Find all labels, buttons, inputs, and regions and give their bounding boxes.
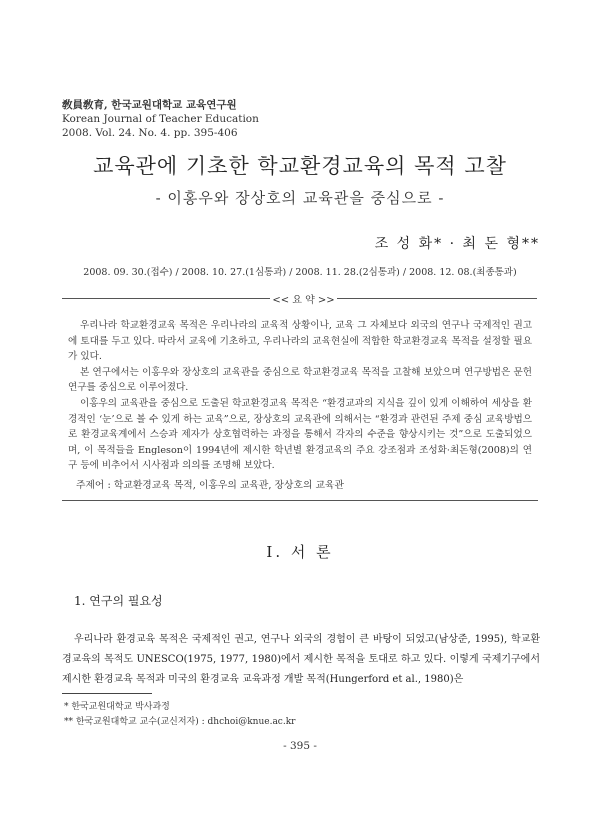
- footnote-author-2: ** 한국교원대학교 교수(교신저자) : dhchoi@knue.ac.kr: [64, 717, 296, 727]
- journal-name-korean: 敎員敎育, 한국교원대학교 교육연구원: [62, 99, 237, 111]
- journal-name-english: Korean Journal of Teacher Education: [62, 113, 259, 125]
- body-paragraph: 우리나라 환경교육 목적은 국제적인 권고, 연구나 외국의 경험이 큰 바탕이 되었고(남상준, 1995), 학교환경교육의 목적도 UNESCO(1975, 1977, 1980)에서 제시한 목적을 토대로 하고 있다. 이렇게 국제기구에서 제시한 환경교육 목적과 미국의 환경교육 교육과정 개발 목적(Hungerford et al., 1980)은: [62, 634, 540, 685]
- keywords: 주제어 : 학교환경교육 목적, 이홍우의 교육관, 장상호의 교육관: [76, 480, 344, 491]
- keywords-divider: [62, 500, 538, 501]
- paper-title: 교육관에 기초한 학교환경교육의 목적 고찰: [93, 154, 507, 178]
- page-number: - 395 -: [283, 740, 317, 752]
- journal-citation: 2008. Vol. 24. No. 4. pp. 395-406: [62, 127, 238, 139]
- paper-subtitle: - 이홍우와 장상호의 교육관을 중심으로 -: [155, 189, 445, 207]
- abstract-paragraph: 본 연구에서는 이홍우와 장상호의 교육관을 중심으로 학교환경교육 목적을 고찰해 보았으며 연구방법은 문헌 연구를 중심으로 이루어졌다.: [68, 366, 532, 394]
- abstract-paragraph: 우리나라 학교환경교육 목적은 우리나라의 교육적 상황이나, 교육 그 자체보다 외국의 연구나 국제적인 권고에 토대를 두고 있다. 따라서 교육에 기초하고, 우리나라의 교육현실에 적합한 학교환경교육 목적을 설정할 필요가 있다.: [68, 320, 532, 363]
- subsection-heading: 1. 연구의 필요성: [74, 594, 163, 608]
- footnote-author-1: * 한국교원대학교 박사과정: [64, 702, 170, 712]
- abstract: [68, 318, 532, 474]
- paper-authors: 조 성 화* · 최 돈 형**: [374, 236, 540, 252]
- review-dates: 2008. 09. 30.(접수) / 2008. 10. 27.(1심통과) / 2008. 11. 28.(2심통과) / 2008. 12. 08.(최종통과): [83, 267, 517, 278]
- journal-header: [62, 98, 259, 140]
- abstract-divider-left: [62, 298, 270, 299]
- abstract-label: << 요 약 >>: [272, 295, 335, 306]
- footnote-divider: [62, 693, 152, 694]
- abstract-paragraph: 이홍우의 교육관을 중심으로 도출된 학교환경교육 목적은 “환경교과의 지식을 깊이 있게 이해하여 세상을 환경적인 ‘눈’으로 볼 수 있게 하는 교육”으로, 장상호의 교육관에 의해서는 “환경과 관련된 주제 중심 교육방법으로 환경교육계에서 스승과 제자가 상호협력하는 과정을 통해서 각자의 수준을 향상시키는 것”으로 도출되었으며, 이 목적들을 Engleson이 1994년에 제시한 학년별 환경교육의 주요 강조점과 조성화·최돈형(2008)의 연구 등에 비추어서 시사점과 의의를 조명해 보았다.: [68, 397, 532, 472]
- abstract-divider-right: [337, 298, 537, 299]
- section-heading: Ⅰ. 서 론: [266, 543, 334, 561]
- body-text: [62, 630, 540, 690]
- footnotes: [64, 700, 295, 730]
